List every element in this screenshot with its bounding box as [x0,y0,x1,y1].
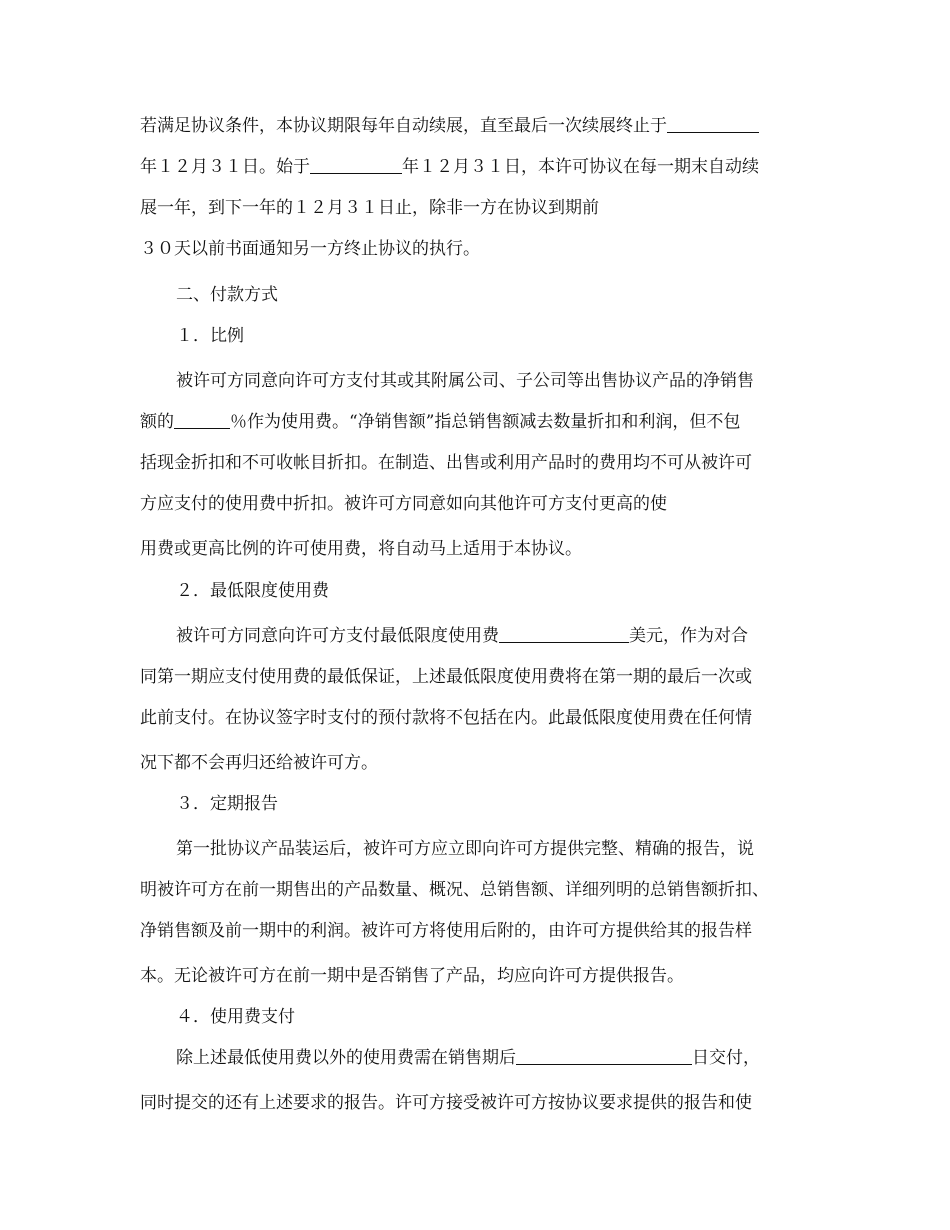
text: 被许可方同意向许可方支付最低限度使用费 [176,626,499,646]
paragraph-line: 用费或更高比例的许可使用费，将自动马上适用于本协议。 [140,539,582,559]
subsection-heading: ２．最低限度使用费 [176,581,329,601]
paragraph-line [140,114,759,138]
paragraph-line: 被许可方同意向许可方支付其或其附属公司、子公司等出售协议产品的净销售 [176,371,754,391]
subsection-heading: １．比例 [176,326,244,346]
paragraph-line: 本。无论被许可方在前一期中是否销售了产品，均应向许可方提供报告。 [140,966,684,986]
section-heading: 二、付款方式 [176,285,278,305]
paragraph-line: 括现金折扣和不可收帐目折扣。在制造、出售或利用产品时的费用均不可从被许可 [140,453,752,473]
text: 若满足协议条件，本协议期限每年自动续展，直至最后一次续展终止于 [140,116,667,136]
text: 年１２月３１日。始于 [140,157,310,177]
paragraph-line: 展一年，到下一年的１２月３１日止，除非一方在协议到期前 [140,198,599,218]
text: 年１２月３１日，本许可协议在每一期末自动续 [402,157,759,177]
text: 除上述最低使用费以外的使用费需在销售期后 [176,1048,516,1068]
paragraph-line: 方应支付的使用费中折扣。被许可方同意如向其他许可方支付更高的使 [140,494,667,514]
paragraph-line: 同第一期应支付使用费的最低保证，上述最低限度使用费将在第一期的最后一次或 [140,667,752,687]
text: 额的 [140,412,174,432]
fill-in-blank [667,114,759,133]
paragraph-line: 况下都不会再归还给被许可方。 [140,753,378,773]
paragraph-line: 第一批协议产品装运后，被许可方应立即向许可方提供完整、精确的报告，说 [176,839,754,859]
text: 美元，作为对合 [629,626,748,646]
paragraph-line: 明被许可方在前一期售出的产品数量、概况、总销售额、详细列明的总销售额折扣、 [140,880,769,900]
paragraph-line: 同时提交的还有上述要求的报告。许可方接受被许可方按协议要求提供的报告和使 [140,1093,752,1113]
paragraph-line [176,1046,760,1070]
fill-in-blank [516,1046,692,1065]
fill-in-blank [174,410,230,429]
paragraph-line [140,155,759,179]
fill-in-blank [499,624,629,643]
paragraph-line [176,624,748,648]
paragraph-line: 此前支付。在协议签字时支付的预付款将不包括在内。此最低限度使用费在任何情 [140,708,752,728]
fill-in-blank [310,155,402,174]
text: ％作为使用费。“净销售额”指总销售额减去数量折扣和利润，但不包 [230,412,741,432]
subsection-heading: ４．使用费支付 [176,1007,295,1027]
text: 日交付， [692,1048,760,1068]
subsection-heading: ３．定期报告 [176,794,278,814]
paragraph-line [140,410,740,434]
paragraph-line: ３０天以前书面通知另一方终止协议的执行。 [140,239,480,259]
paragraph-line: 净销售额及前一期中的利润。被许可方将使用后附的，由许可方提供给其的报告样 [140,921,752,941]
